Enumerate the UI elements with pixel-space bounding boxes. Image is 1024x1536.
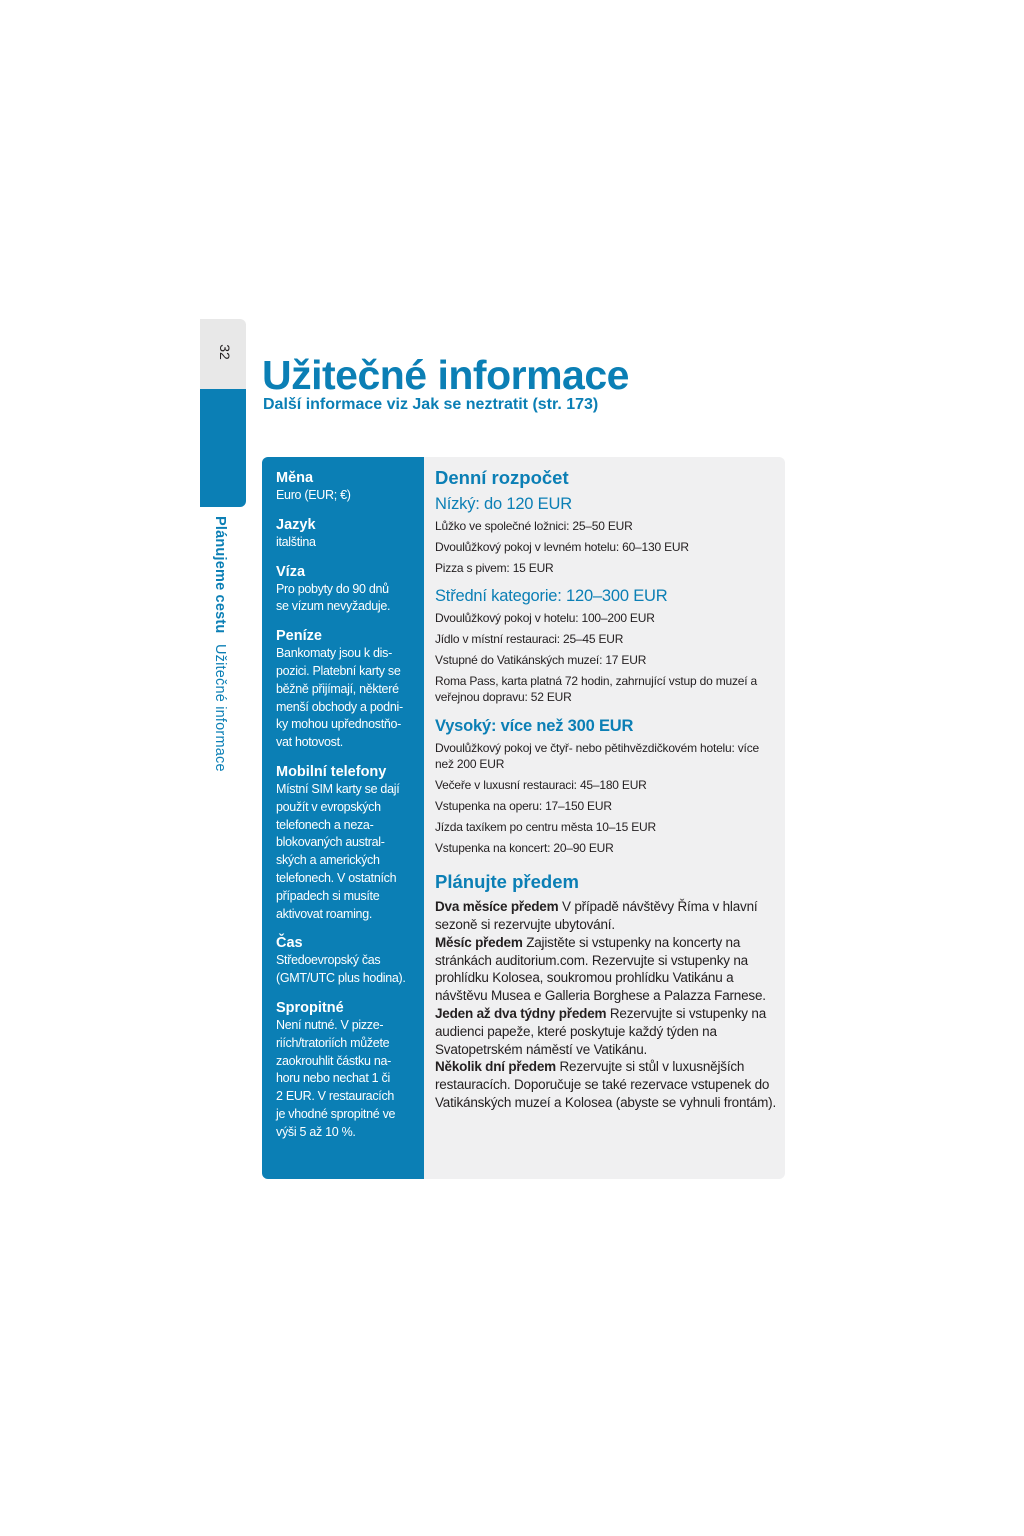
budget-item: Večeře v luxusní restauraci: 45–180 EUR	[435, 778, 647, 793]
fact-line: ky mohou upřednostňo-	[276, 717, 402, 732]
fact-line: Místní SIM karty se dají	[276, 781, 400, 796]
plan-heading: Plánujte předem	[435, 871, 579, 893]
budget-tier-low	[435, 494, 780, 576]
fact-heading: Jazyk	[276, 516, 316, 533]
fact-line: italština	[276, 534, 316, 549]
plan-term: Jeden až dva týdny předem	[435, 1005, 607, 1021]
fact-heading: Čas	[276, 935, 303, 952]
budget-item: Lůžko ve společné ložnici: 25–50 EUR	[435, 519, 633, 533]
fact-line: ských a amerických	[276, 853, 380, 868]
plan-term: Několik dní předem	[435, 1059, 556, 1075]
tier-heading: Nízký: do 120 EUR	[435, 495, 572, 513]
fact-heading: Mobilní telefony	[276, 763, 387, 780]
budget-item: Jízda taxíkem po centru města 10–15 EUR	[435, 819, 656, 834]
fact-line: pozici. Platební karty se	[276, 663, 401, 678]
fact-heading: Víza	[276, 563, 306, 580]
plan-term: Dva měsíce předem	[435, 899, 559, 915]
budget-item: Dvoulůžkový pokoj v levném hotelu: 60–130 EUR	[435, 539, 689, 554]
tier-heading: Vysoký: více než 300 EUR	[435, 716, 634, 735]
page-subtitle: Další informace viz Jak se neztratit (str. 173)	[263, 396, 599, 413]
fact-tipping	[276, 999, 414, 1142]
fact-money	[276, 627, 414, 752]
budget-plan-column	[435, 466, 780, 1112]
plan-entry	[435, 934, 780, 1005]
fact-line: horu nebo nechat 1 či	[276, 1071, 390, 1086]
fact-line: menší obchody a podni-	[276, 699, 403, 714]
budget-item: Vstupenka na koncert: 20–90 EUR	[435, 840, 614, 855]
fact-line: vat hotovost.	[276, 735, 343, 750]
section-tab	[200, 389, 246, 507]
fact-line: blokovaných austral-	[276, 835, 385, 850]
fact-line: aktivovat roaming.	[276, 906, 373, 921]
fact-line: použít v evropských	[276, 799, 381, 814]
fact-line: 2 EUR. V restauracích	[276, 1089, 395, 1104]
fact-line: telefonech. V ostatních	[276, 870, 397, 885]
plan-entry	[435, 1058, 780, 1111]
side-section: Plánujeme cestu	[212, 516, 228, 634]
fact-currency	[276, 469, 414, 505]
fact-line: telefonech a neza-	[276, 817, 374, 832]
fact-line: Pro pobyty do 90 dnů	[276, 581, 389, 596]
fact-line: Není nutné. V pizze-	[276, 1017, 384, 1032]
fact-line: běžně přijímají, některé	[276, 681, 399, 696]
plan-text: Rezervujte si vstupenky na audienci papeže, které poskytuje každý týden na Svatopetrském náměstí ve Vatikánu.	[435, 1005, 767, 1057]
section-side-label	[212, 516, 228, 771]
fact-time	[276, 934, 414, 988]
fact-line: riích/tratoriích můžete	[276, 1035, 390, 1050]
budget-item: Roma Pass, karta platná 72 hodin, zahrnující vstup do muzeí a veřejnou dopravu: 52 EUR	[435, 673, 757, 705]
quick-facts-column	[262, 457, 424, 1179]
side-subsection: Užitečné informace	[212, 643, 228, 772]
fact-line: se vízum nevyžaduje.	[276, 599, 391, 614]
info-box	[262, 457, 785, 1179]
fact-heading: Měna	[276, 470, 314, 486]
fact-language	[276, 516, 414, 552]
plan-entry	[435, 1005, 780, 1058]
page-number: 32	[217, 344, 233, 360]
plan-entry	[435, 898, 780, 934]
budget-tier-mid	[435, 586, 780, 706]
budget-item: Dvoulůžkový pokoj v hotelu: 100–200 EUR	[435, 611, 655, 626]
fact-heading: Peníze	[276, 628, 322, 645]
fact-heading: Spropitné	[276, 999, 344, 1016]
fact-line: Bankomaty jsou k dis-	[276, 646, 392, 661]
budget-item: Vstupné do Vatikánských muzeí: 17 EUR	[435, 653, 647, 668]
plan-text: V případě návštěvy Říma v hlavní sezoně si rezervujte ubytování.	[435, 899, 758, 932]
plan-text: Rezervujte si stůl v luxusnějších restauracích. Doporučuje se také rezervace vstupenek do Vatikánských muzeí a Kolosea (abyste se vyhnuli frontám).	[435, 1059, 777, 1110]
tier-heading: Střední kategorie: 120–300 EUR	[435, 587, 668, 606]
fact-line: (GMT/UTC plus hodina).	[276, 971, 406, 986]
fact-line: zaokrouhlit částku na-	[276, 1053, 391, 1068]
page-title: Užitečné informace	[262, 352, 629, 398]
plan-text: Zajistěte si vstupenky na koncerty na stránkách auditorium.com. Rezervujte si vstupenky na prohlídku Kolosea, soukromou prohlídku Vatikánu a návštěvu Musea e Galleria Borghese a Palazza Farnese.	[435, 934, 766, 1004]
fact-visa	[276, 563, 414, 617]
fact-mobile-phones	[276, 763, 414, 923]
fact-line: výši 5 až 10 %.	[276, 1124, 356, 1139]
budget-heading: Denní rozpočet	[435, 467, 569, 488]
fact-line: Euro (EUR; €)	[276, 488, 351, 502]
budget-item: Pizza s pivem: 15 EUR	[435, 560, 554, 575]
budget-tier-high	[435, 716, 780, 856]
budget-item: Dvoulůžkový pokoj ve čtyř- nebo pětihvězdičkovém hotelu: více než 200 EUR	[435, 740, 759, 772]
budget-item: Vstupenka na operu: 17–150 EUR	[435, 798, 612, 813]
fact-line: případech si musíte	[276, 888, 380, 903]
fact-line: je vhodné spropitné ve	[276, 1106, 396, 1121]
budget-item: Jídlo v místní restauraci: 25–45 EUR	[435, 632, 624, 647]
plan-term: Měsíc předem	[435, 934, 523, 950]
fact-line: Středoevropský čas	[276, 953, 381, 968]
